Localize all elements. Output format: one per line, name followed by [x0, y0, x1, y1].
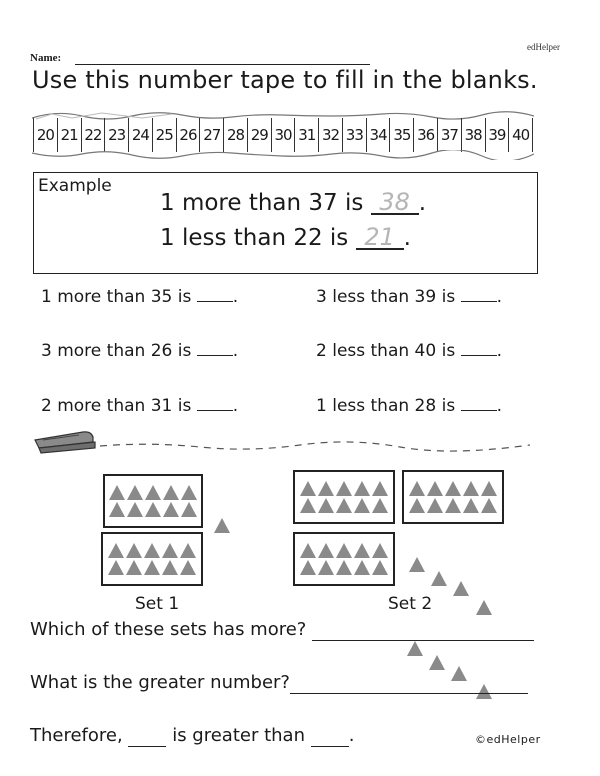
problem-1-text: 1 more than 35 is [41, 287, 192, 307]
triangle [372, 498, 388, 513]
triangle-grid [300, 481, 389, 513]
problem-6-blank[interactable] [461, 396, 497, 411]
tape-cell: 31 [294, 118, 318, 152]
triangle [300, 560, 316, 575]
triangle [336, 560, 352, 575]
triangle [409, 481, 425, 496]
set2-group-2 [402, 470, 504, 524]
problem-5-text: 2 more than 31 is [41, 396, 192, 416]
triangle-grid [409, 481, 498, 513]
problem-5-blank[interactable] [197, 396, 233, 411]
page-title: Use this number tape to fill in the blanks. [32, 66, 538, 94]
problem-2-blank[interactable] [461, 287, 497, 302]
triangle [162, 560, 178, 575]
tape-cell: 36 [413, 118, 437, 152]
question-3-text-2: is greater than [172, 725, 305, 746]
loose-triangle [429, 655, 445, 670]
triangle-grid [300, 543, 389, 575]
problem-3-blank[interactable] [197, 341, 233, 356]
triangle [144, 543, 160, 558]
question-2-answer-line[interactable] [290, 672, 528, 694]
triangle [318, 481, 334, 496]
triangle [145, 502, 161, 517]
triangle [481, 498, 497, 513]
triangle [354, 498, 370, 513]
example-line-1-text: 1 more than 37 is [160, 190, 364, 216]
question-3 [30, 725, 354, 747]
problem-2-text: 3 less than 39 is [316, 287, 456, 307]
tape-cell: 22 [81, 118, 105, 152]
question-3-blank-1[interactable] [128, 725, 166, 747]
triangle [163, 485, 179, 500]
copyright-label: ©edHelper [475, 733, 541, 746]
triangle [427, 498, 443, 513]
problem-1: 1 more than 35 is . [41, 287, 239, 307]
loose-triangle [431, 571, 447, 586]
problem-5: 2 more than 31 is . [41, 396, 239, 416]
period: . [348, 725, 355, 746]
triangle [336, 543, 352, 558]
question-3-blank-2[interactable] [311, 725, 349, 747]
tape-cell: 35 [389, 118, 413, 152]
loose-triangle [409, 557, 425, 572]
example-label: Example [38, 176, 112, 196]
problem-1-blank[interactable] [197, 287, 233, 302]
number-tape [33, 118, 533, 152]
example-answer-2: 21 [356, 226, 404, 250]
set1-group-2 [101, 532, 203, 586]
tape-cell: 27 [199, 118, 223, 152]
triangle [427, 481, 443, 496]
tape-cell: 38 [461, 118, 485, 152]
triangle [354, 560, 370, 575]
set2-group-3 [293, 532, 395, 586]
triangle [108, 560, 124, 575]
triangle [318, 560, 334, 575]
triangle [481, 481, 497, 496]
triangle [126, 560, 142, 575]
tape-cell: 24 [128, 118, 152, 152]
tape-cell: 23 [104, 118, 128, 152]
question-1-text: Which of these sets has more? [30, 619, 307, 640]
problem-3: 3 more than 26 is . [41, 341, 239, 361]
triangle [318, 543, 334, 558]
triangle [181, 502, 197, 517]
triangle [109, 485, 125, 500]
loose-triangle [453, 581, 469, 596]
triangle [463, 498, 479, 513]
tape-cell: 33 [342, 118, 366, 152]
cut-line [100, 440, 530, 452]
example-line-1 [160, 190, 426, 216]
problem-6: 1 less than 28 is . [316, 396, 502, 416]
tape-cell: 29 [247, 118, 271, 152]
triangle [126, 543, 142, 558]
tape-cell: 26 [176, 118, 200, 152]
triangle [336, 498, 352, 513]
set1-label: Set 1 [135, 594, 180, 614]
question-1 [30, 619, 534, 641]
triangle [180, 560, 196, 575]
example-line-2 [160, 225, 411, 251]
triangle [336, 481, 352, 496]
triangle [318, 498, 334, 513]
problem-4: 2 less than 40 is . [316, 341, 502, 361]
triangle [180, 543, 196, 558]
triangle [409, 498, 425, 513]
triangle [300, 498, 316, 513]
triangle [127, 485, 143, 500]
tape-cell: 30 [271, 118, 295, 152]
tape-cell: 20 [33, 118, 57, 152]
tape-cell: 34 [366, 118, 390, 152]
problem-4-text: 2 less than 40 is [316, 341, 456, 361]
triangle [300, 481, 316, 496]
triangle [144, 560, 160, 575]
triangle [372, 481, 388, 496]
problem-4-blank[interactable] [461, 341, 497, 356]
tape-cell: 39 [485, 118, 509, 152]
tape-cell: 25 [152, 118, 176, 152]
brand-label: edHelper [527, 42, 560, 52]
triangle [162, 543, 178, 558]
name-label: Name: [30, 52, 62, 64]
triangle [181, 485, 197, 500]
stapler-icon [33, 426, 97, 454]
triangle [354, 481, 370, 496]
loose-triangle [407, 641, 423, 656]
triangle [127, 502, 143, 517]
question-2 [30, 672, 528, 694]
tape-cell: 28 [223, 118, 247, 152]
triangle [163, 502, 179, 517]
triangle [445, 481, 461, 496]
tape-cell: 37 [437, 118, 461, 152]
problem-3-text: 3 more than 26 is [41, 341, 192, 361]
set1-group-1 [103, 474, 203, 528]
question-3-text-1: Therefore, [30, 725, 123, 746]
single-triangle [214, 518, 230, 533]
problem-2: 3 less than 39 is . [316, 287, 502, 307]
loose-triangle [476, 600, 492, 615]
tape-cell: 40 [508, 118, 533, 152]
triangle [463, 481, 479, 496]
example-answer-1: 38 [371, 191, 419, 215]
name-input-line[interactable] [75, 64, 370, 65]
question-2-text: What is the greater number? [30, 672, 290, 693]
problem-6-text: 1 less than 28 is [316, 396, 456, 416]
triangle [300, 543, 316, 558]
set2-group-1 [293, 470, 395, 524]
tape-bottom-edge [32, 150, 534, 160]
period: . [418, 190, 426, 216]
triangle-grid [108, 543, 197, 575]
example-line-2-text: 1 less than 22 is [160, 225, 349, 251]
triangle [145, 485, 161, 500]
period: . [403, 225, 411, 251]
tape-cell: 21 [57, 118, 81, 152]
triangle [354, 543, 370, 558]
question-1-answer-line[interactable] [312, 619, 534, 641]
triangle [445, 498, 461, 513]
triangle-grid [109, 485, 198, 517]
triangle [372, 543, 388, 558]
tape-cell: 32 [318, 118, 342, 152]
set2-label: Set 2 [388, 594, 433, 614]
triangle [109, 502, 125, 517]
triangle [372, 560, 388, 575]
triangle [108, 543, 124, 558]
